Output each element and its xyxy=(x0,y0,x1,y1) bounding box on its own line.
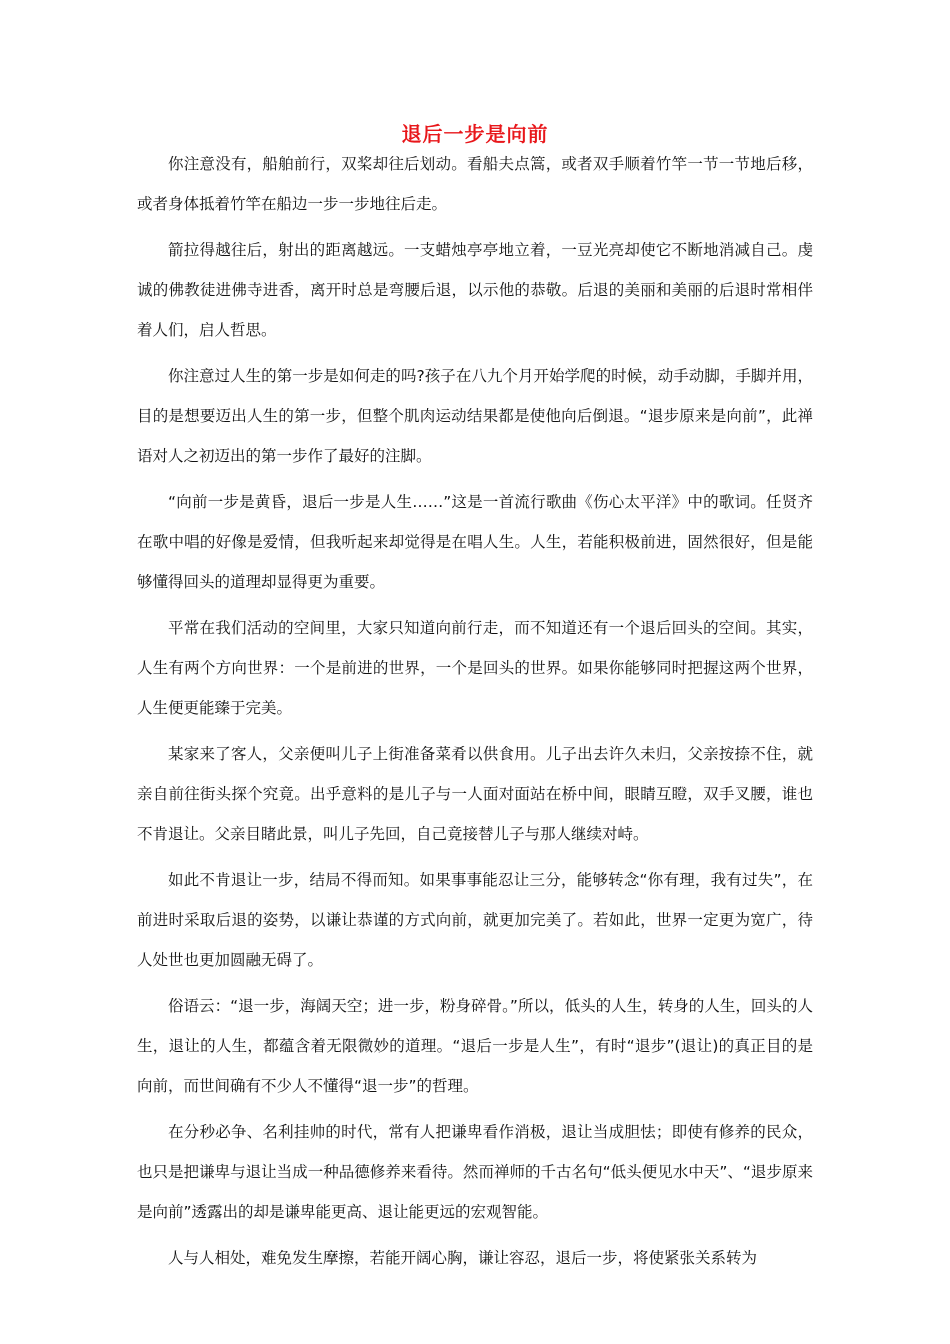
paragraph-4: “向前一步是黄昏，退后一步是人生……”这是一首流行歌曲《伤心太平洋》中的歌词。任贤齐在歌中唱的好像是爱情，但我听起来却觉得是在唱人生。人生，若能积极前进，固然很好，但是能够懂得回头的道理却显得更为重要。 xyxy=(137,493,813,591)
paragraph-3: 你注意过人生的第一步是如何走的吗?孩子在八九个月开始学爬的时候，动手动脚，手脚并用，目的是想要迈出人生的第一步，但整个肌肉运动结果都是使他向后倒退。“退步原来是向前”，此禅语对人之初迈出的第一步作了最好的注脚。 xyxy=(137,367,813,465)
paragraph-7: 如此不肯退让一步，结局不得而知。如果事事能忍让三分，能够转念“你有理，我有过失”，在前进时采取后退的姿势，以谦让恭谨的方式向前，就更加完美了。若如此，世界一定更为宽广，待人处世也更加圆融无碍了。 xyxy=(137,871,813,969)
paragraph-8: 俗语云：“退一步，海阔天空；进一步，粉身碎骨。”所以，低头的人生，转身的人生，回头的人生，退让的人生，都蕴含着无限微妙的道理。“退后一步是人生”，有时“退步”(退让)的真正目的是向前，而世间确有不少人不懂得“退一步”的哲理。 xyxy=(137,997,813,1095)
paragraph-1: 你注意没有，船舶前行，双桨却往后划动。看船夫点篙，或者双手顺着竹竿一节一节地后移，或者身体抵着竹竿在船边一步一步地往后走。 xyxy=(137,155,813,213)
paragraph-2: 箭拉得越往后，射出的距离越远。一支蜡烛亭亭地立着，一豆光亮却使它不断地消减自己。虔诚的佛教徒进佛寺进香，离开时总是弯腰后退，以示他的恭敬。后退的美丽和美丽的后退时常相伴着人们，启人哲思。 xyxy=(137,241,813,339)
document-page xyxy=(137,118,813,1284)
paragraph-10: 人与人相处，难免发生摩擦，若能开阔心胸，谦让容忍，退后一步，将使紧张关系转为 xyxy=(168,1249,758,1267)
paragraph-9: 在分秒必争、名利挂帅的时代，常有人把谦卑看作消极，退让当成胆怯；即使有修养的民众，也只是把谦卑与退让当成一种品德修养来看待。然而禅师的千古名句“低头便见水中天”、“退步原来是向前”透露出的却是谦卑能更高、退让能更远的宏观智能。 xyxy=(137,1123,813,1221)
document-title: 退后一步是向前 xyxy=(401,122,549,146)
paragraph-5: 平常在我们活动的空间里，大家只知道向前行走，而不知道还有一个退后回头的空间。其实，人生有两个方向世界：一个是前进的世界，一个是回头的世界。如果你能够同时把握这两个世界，人生便更能臻于完美。 xyxy=(137,619,813,717)
paragraph-6: 某家来了客人，父亲便叫儿子上街准备菜肴以供食用。儿子出去许久未归，父亲按捺不住，就亲自前往街头探个究竟。出乎意料的是儿子与一人面对面站在桥中间，眼睛互瞪，双手叉腰，谁也不肯退让。父亲目睹此景，叫儿子先回，自己竟接替儿子与那人继续对峙。 xyxy=(137,745,813,843)
